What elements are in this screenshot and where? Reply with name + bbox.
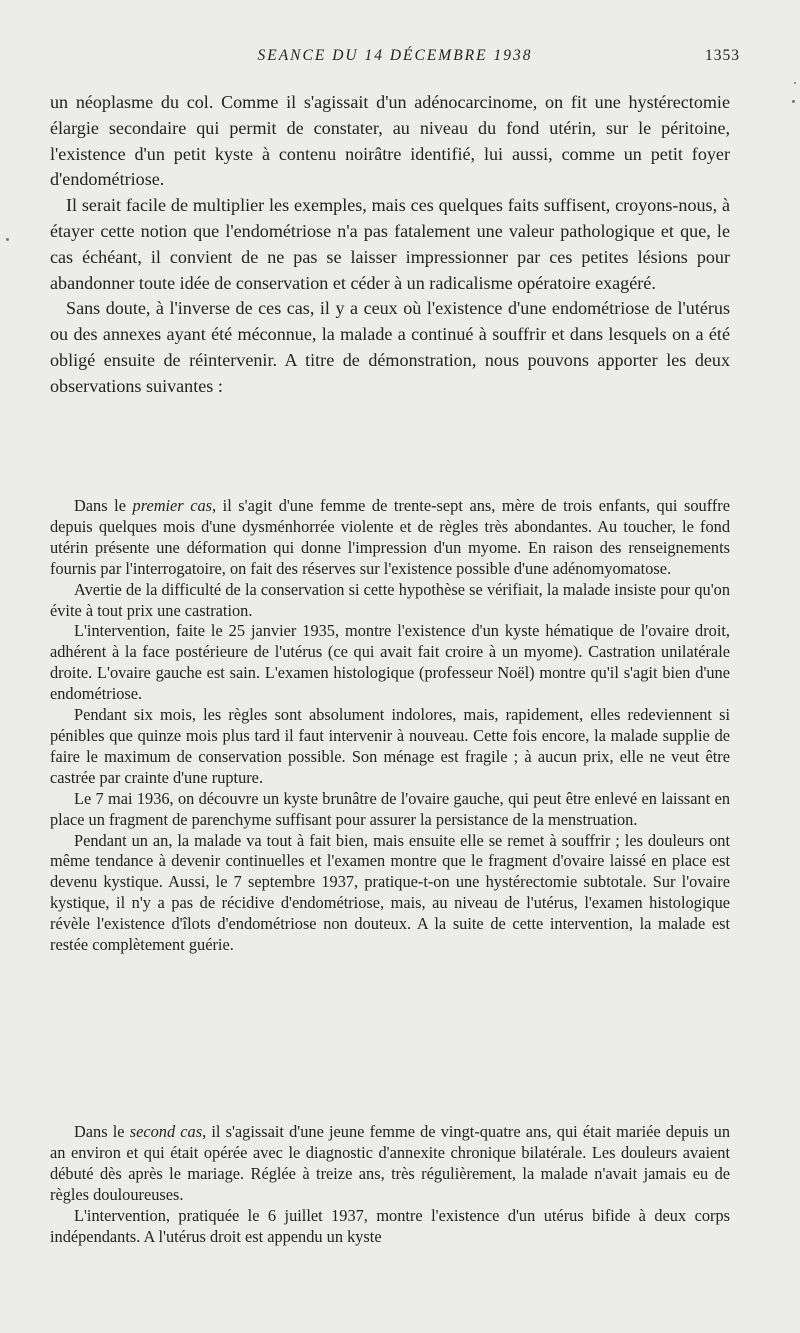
case1-p1-rest: , il s'agit d'une femme de trente-sept ans, mère de trois enfants, qui souffre depuis quelques mois d'une dysménhorrée violente et de règles très abondantes. Au toucher, le fond utérin présente une déformation qui donne l'impression d'un myome. En raison des renseignements fournis par l'interrogatoire, on fait des réserves sur l'existence possible d'une adénomyomatose. [50,496,730,578]
first-case-section [50,496,730,956]
case1-paragraph-2: Avertie de la difficulté de la conservation si cette hypothèse se vérifiait, la malade insiste pour qu'on évite à tout prix une castration. [50,579,730,620]
case2-paragraph-1 [50,1122,730,1206]
page-header [50,47,740,71]
case1-paragraph-6: Pendant un an, la malade va tout à fait bien, mais ensuite elle se remet à souffrir ; les douleurs ont même tendance à devenir continuelles et l'examen montre que le fragment d'ovaire laissé en place est devenu kystique. Aussi, le 7 septembre 1937, pratique-t-on une hystérectomie subtotale. Sur l'ovaire kystique, il n'y a pas de récidive d'endométriose, mais, au niveau de l'utérus, l'examen histologique révèle l'existence d'îlots d'endométriose non douteux. A la suite de cette intervention, la malade est restée complètement guérie. [50,830,730,955]
page-number: 1353 [705,47,740,64]
scan-speck [6,238,9,241]
case2-label: second cas [129,1122,203,1141]
case1-paragraph-1 [50,496,730,580]
intro-paragraph-1: un néoplasme du col. Comme il s'agissait d'un adénocarcinome, on fit une hystérectomie élargie secondaire qui permit de constater, au niveau du fond utérin, sur le péritoine, l'existence d'un petit kyste à contenu noirâtre identifié, lui aussi, comme un petit foyer d'endométriose. [50,92,730,190]
second-case-section [50,1122,730,1247]
case2-p1-rest: , il s'agissait d'une jeune femme de vingt-quatre ans, qui était mariée depuis un an environ et qui était opérée avec le diagnostic d'annexite chronique bilatérale. Les douleurs avaient débuté dès après le mariage. Réglée à treize ans, très régulièrement, la malade n'avait jamais eu de règles douloureuses. [50,1122,730,1204]
case1-p1-start: Dans le [74,496,133,515]
running-title: SEANCE DU 14 DÉCEMBRE 1938 [257,47,533,64]
case1-paragraph-5: Le 7 mai 1936, on découvre un kyste brunâtre de l'ovaire gauche, qui peut être enlevé en laissant en place un fragment de parenchyme suffisant pour assurer la persistance de la menstruation. [50,788,730,829]
intro-paragraph-3: Sans doute, à l'inverse de ces cas, il y a ceux où l'existence d'une endométriose de l'utérus ou des annexes ayant été méconnue, la malade a continué à souffrir et dans lesquels on a été obligé ensuite de réintervenir. A titre de démonstration, nous pouvons apporter les deux observations suivantes : [50,298,730,396]
case2-paragraph-2: L'intervention, pratiquée le 6 juillet 1937, montre l'existence d'un utérus bifide à deux corps indépendants. A l'utérus droit est appendu un kyste [50,1205,730,1246]
intro-section [50,90,730,400]
case1-label: premier cas [132,496,213,515]
case1-paragraph-3: L'intervention, faite le 25 janvier 1935, montre l'existence d'un kyste hématique de l'ovaire droit, adhérent à la face postérieure de l'utérus (ce qui avait fait croire à un myome). Castration unilatérale droite. L'ovaire gauche est sain. L'examen histologique (professeur Noël) montre qu'il s'agit bien d'une endométriose. [50,621,730,704]
scan-speck [794,82,796,84]
scan-speck [792,100,795,103]
case1-paragraph-4: Pendant six mois, les règles sont absolument indolores, mais, rapidement, elles redeviennent si pénibles que quinze mois plus tard il faut intervenir à nouveau. Cette fois encore, la malade supplie de faire le maximum de conservation possible. Son ménage est fragile ; à aucun prix, elle ne veut être castrée par crainte d'une rupture. [50,705,730,787]
case2-p1-start: Dans le [74,1122,130,1141]
intro-paragraph-2: Il serait facile de multiplier les exemples, mais ces quelques faits suffisent, croyons-nous, à étayer cette notion que l'endométriose n'a pas fatalement une valeur pathologique et que, le cas échéant, il convient de ne pas se laisser impressionner par ces petites lésions pour abandonner toute idée de conservation et céder à un radicalisme opératoire exagéré. [50,195,730,293]
